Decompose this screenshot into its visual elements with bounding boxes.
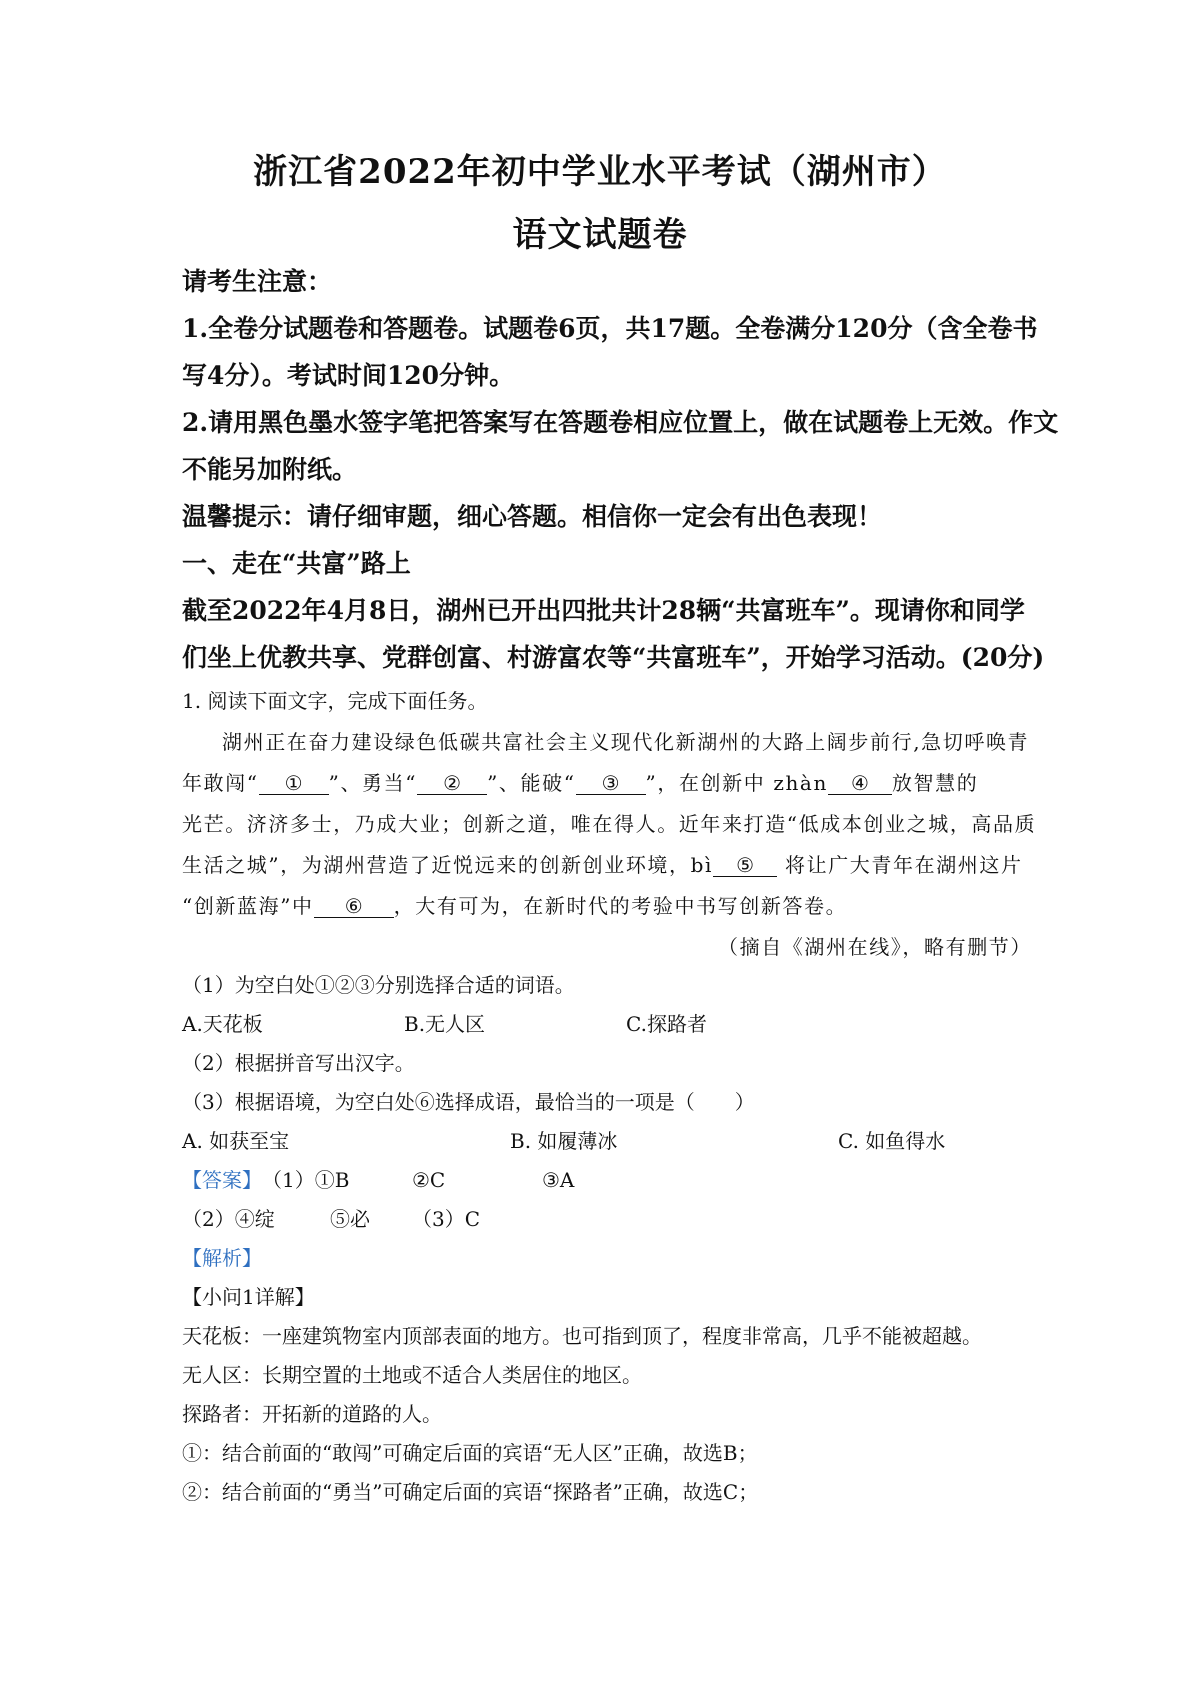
passage-text: 生活之城”，为湖州营造了近悦远来的创新创业环境，bì [182,853,714,877]
blank-5[interactable]: ⑤ [713,854,777,877]
passage-text: 将让广大青年在湖州这片 [777,853,1023,877]
passage-text: ”、能破“ [487,771,576,795]
section1-title: 一、走在“共富”路上 [182,549,411,578]
answer-item: ②C [412,1168,446,1192]
passage-text: ，大有可为，在新时代的考验中书写创新答卷。 [393,894,848,918]
answer-line1 [182,1161,1032,1200]
notice-tip: 温馨提示：请仔细审题，细心答题。相信你一定会有出色表现！ [182,502,883,531]
blank-6[interactable]: ⑥ [314,895,394,918]
notice-item2-line1: 2.请用黑色墨水签字笔把答案写在答题卷相应位置上，做在试题卷上无效。作文 [182,408,1059,437]
option-b[interactable]: B. 如履薄冰 [510,1129,618,1153]
reading-passage [182,722,1037,968]
answer-label: 【答案】 [182,1168,262,1192]
analysis-line: 无人区：长期空置的土地或不适合人类居住的地区。 [182,1363,642,1387]
blank-3[interactable]: ③ [576,772,646,795]
passage-line2 [182,763,1032,804]
passage-line1: 湖州正在奋力建设绿色低碳共富社会主义现代化新湖州的大路上阔步前行,急切呼唤青 [222,730,1030,754]
blank-2[interactable]: ② [417,772,487,795]
answer-item: （1）①B [262,1168,350,1192]
option-c[interactable]: C.探路者 [626,1012,707,1036]
answer-item: （2）④绽 [182,1207,275,1231]
subquestion-3-options [182,1122,1032,1161]
analysis-label: 【解析】 [182,1246,262,1270]
passage-text: ”，在创新中 zhàn [645,771,828,795]
passage-line4 [182,845,1032,886]
subquestion-1: （1）为空白处①②③分别选择合适的词语。 [182,973,575,997]
option-b[interactable]: B.无人区 [404,1012,486,1036]
option-a[interactable]: A. 如获至宝 [182,1129,290,1153]
passage-text: ”、勇当“ [328,771,418,795]
question1-stem: 1. 阅读下面文字，完成下面任务。 [182,689,488,713]
blank-1[interactable]: ① [259,772,329,795]
subquestion-1-options [182,1005,1032,1044]
answer-item: ⑤必 [330,1207,370,1231]
passage-source: （摘自《湖州在线》，略有删节） [718,935,1032,959]
option-a[interactable]: A.天花板 [182,1012,263,1036]
blank-4[interactable]: ④ [828,772,892,795]
subquestion-3: （3）根据语境，为空白处⑥选择成语，最恰当的一项是（ ） [182,1090,755,1114]
analysis-line: 探路者：开拓新的道路的人。 [182,1402,442,1426]
answer-item: ③A [542,1168,575,1192]
question1-block [182,682,1032,721]
passage-text: 年敢闯“ [182,771,259,795]
notice-block [182,258,1059,681]
analysis-line: ②：结合前面的“勇当”可确定后面的宾语“探路者”正确，故选C； [182,1480,759,1504]
analysis-subheading: 【小问1详解】 [182,1285,315,1309]
section1-intro-line2: 们坐上优教共享、党群创富、村游富农等“共富班车”，开始学习活动。(20分) [182,643,1045,672]
passage-line3: 光芒。济济多士，乃成大业；创新之道，唯在得人。近年来打造“低成本创业之城，高品质 [182,812,1037,836]
notice-item2-line2: 不能另加附纸。 [182,455,358,484]
subquestion-2: （2）根据拼音写出汉字。 [182,1051,415,1075]
passage-line5 [182,886,1032,927]
passage-text: “创新蓝海”中 [182,894,314,918]
answer-item: （3）C [412,1207,481,1231]
subquestions-block [182,966,1032,1512]
analysis-line: 天花板：一座建筑物室内顶部表面的地方。也可指到顶了，程度非常高，几乎不能被超越。 [182,1324,982,1348]
exam-title: 浙江省2022年初中学业水平考试（湖州市） [253,152,947,192]
paper-title: 语文试题卷 [512,215,688,255]
section1-intro-line1: 截至2022年4月8日，湖州已开出四批共计28辆“共富班车”。现请你和同学 [182,596,1025,625]
notice-item1-line2: 写4分）。考试时间120分钟。 [182,361,515,390]
notice-heading: 请考生注意： [182,267,333,296]
answer-line2 [182,1200,1032,1239]
notice-item1-line1: 1.全卷分试题卷和答题卷。试题卷6页，共17题。全卷满分120分（含全卷书 [182,314,1038,343]
passage-text: 放智慧的 [891,771,979,795]
option-c[interactable]: C. 如鱼得水 [838,1129,946,1153]
analysis-line: ①：结合前面的“敢闯”可确定后面的宾语“无人区”正确，故选B； [182,1441,758,1465]
